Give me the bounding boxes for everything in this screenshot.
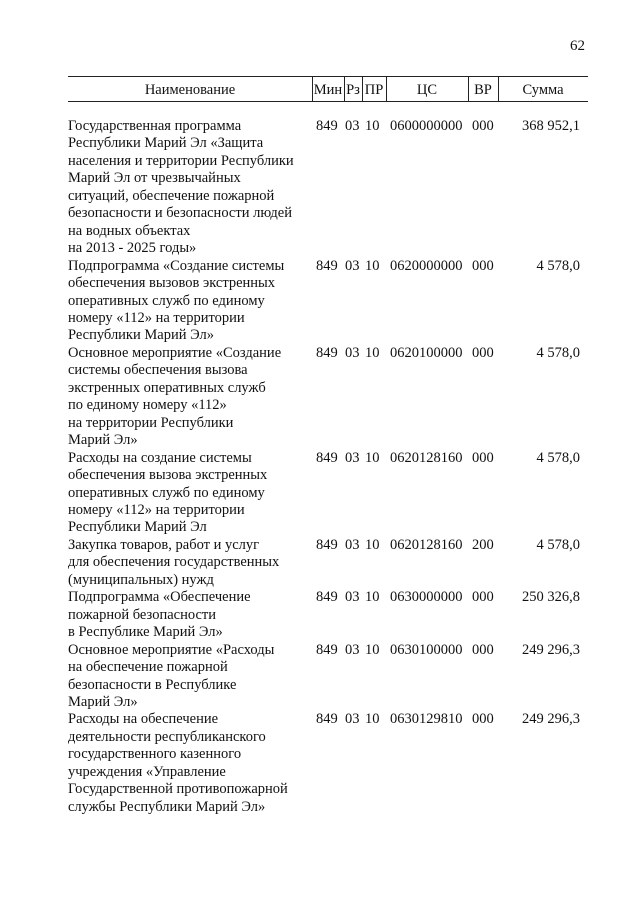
table-row <box>0 258 639 345</box>
table-header-top-rule <box>68 76 588 77</box>
row-pr: 10 <box>365 449 380 466</box>
row-cs: 0630100000 <box>390 641 463 658</box>
header-vr: ВР <box>474 82 492 98</box>
header-cs: ЦС <box>416 82 438 98</box>
row-cs: 0630129810 <box>390 711 463 728</box>
table-row <box>0 450 639 537</box>
row-cs: 0630000000 <box>390 589 463 606</box>
row-name: Расходы на создание системы обеспечения вызова экстренных оперативных служб по единому номеру «112» на территории Республики Марий Эл <box>68 449 268 536</box>
row-vr: 000 <box>472 641 494 658</box>
row-min: 849 <box>316 641 338 658</box>
row-pr: 10 <box>365 344 380 361</box>
row-rz: 03 <box>345 344 360 361</box>
row-rz: 03 <box>345 257 360 274</box>
row-vr: 000 <box>472 344 494 361</box>
row-pr: 10 <box>365 711 380 728</box>
table-row <box>0 345 639 450</box>
row-min: 849 <box>316 589 338 606</box>
row-cs: 0600000000 <box>390 118 463 134</box>
row-min: 849 <box>316 118 338 134</box>
row-sum: 250 326,8 <box>522 589 580 606</box>
header-rz: Рз <box>346 82 360 98</box>
table-row <box>0 711 639 816</box>
row-cs: 0620000000 <box>390 257 463 274</box>
row-pr: 10 <box>365 589 380 606</box>
row-sum: 4 578,0 <box>536 344 580 361</box>
header-name: Наименование <box>144 82 236 98</box>
row-pr: 10 <box>365 118 380 134</box>
row-name: Подпрограмма «Создание системы обеспечения вызовов экстренных оперативных служб по единому номеру «112» на территории Республики Марий Эл» <box>68 257 285 344</box>
row-sum: 4 578,0 <box>536 449 580 466</box>
row-rz: 03 <box>345 711 360 728</box>
row-vr: 000 <box>472 118 494 134</box>
row-cs: 0620100000 <box>390 344 463 361</box>
row-vr: 200 <box>472 536 494 553</box>
row-vr: 000 <box>472 589 494 606</box>
row-sum: 368 952,1 <box>522 118 580 134</box>
row-pr: 10 <box>365 641 380 658</box>
row-name: Основное мероприятие «Расходы на обеспечение пожарной безопасности в Республике Марий Эл» <box>68 641 275 710</box>
row-sum: 249 296,3 <box>522 711 580 728</box>
header-min: Мин <box>313 82 343 98</box>
row-cs: 0620128160 <box>390 536 463 553</box>
row-rz: 03 <box>345 118 360 134</box>
row-name: Подпрограмма «Обеспечение пожарной безопасности в Республике Марий Эл» <box>68 589 251 641</box>
row-rz: 03 <box>345 449 360 466</box>
row-vr: 000 <box>472 449 494 466</box>
row-rz: 03 <box>345 589 360 606</box>
row-vr: 000 <box>472 257 494 274</box>
page-number: 62 <box>570 38 585 54</box>
row-vr: 000 <box>472 711 494 728</box>
table-header-bottom-rule <box>68 101 588 102</box>
row-min: 849 <box>316 257 338 274</box>
row-pr: 10 <box>365 536 380 553</box>
row-name: Закупка товаров, работ и услуг для обеспечения государственных (муниципальных) нужд <box>68 536 280 588</box>
row-min: 849 <box>316 711 338 728</box>
row-min: 849 <box>316 536 338 553</box>
table-row <box>0 537 639 589</box>
row-name: Расходы на обеспечение деятельности республиканского государственного казенного учреждения «Управление Государственной противопожарной службы Республики Марий Эл» <box>68 711 288 815</box>
row-sum: 4 578,0 <box>536 536 580 553</box>
row-pr: 10 <box>365 257 380 274</box>
row-min: 849 <box>316 344 338 361</box>
row-name: Основное мероприятие «Создание системы обеспечения вызова экстренных оперативных служб по единому номеру «112» на территории Республики Марий Эл» <box>68 344 282 449</box>
row-name: Государственная программа Республики Марий Эл «Защита населения и территории Республики Марий Эл от чрезвычайных ситуаций, обеспечение пожарной безопасности и безопасности людей на водных объектах на 2013 - 2025 годы» <box>68 118 294 257</box>
row-sum: 4 578,0 <box>536 257 580 274</box>
table-row <box>0 589 639 641</box>
row-sum: 249 296,3 <box>522 641 580 658</box>
row-min: 849 <box>316 449 338 466</box>
header-sum: Сумма <box>522 82 564 98</box>
table-row <box>0 642 639 712</box>
header-pr: ПР <box>364 82 384 98</box>
table-row <box>0 118 639 258</box>
row-rz: 03 <box>345 536 360 553</box>
row-cs: 0620128160 <box>390 449 463 466</box>
row-rz: 03 <box>345 641 360 658</box>
budget-table-body <box>0 118 639 816</box>
